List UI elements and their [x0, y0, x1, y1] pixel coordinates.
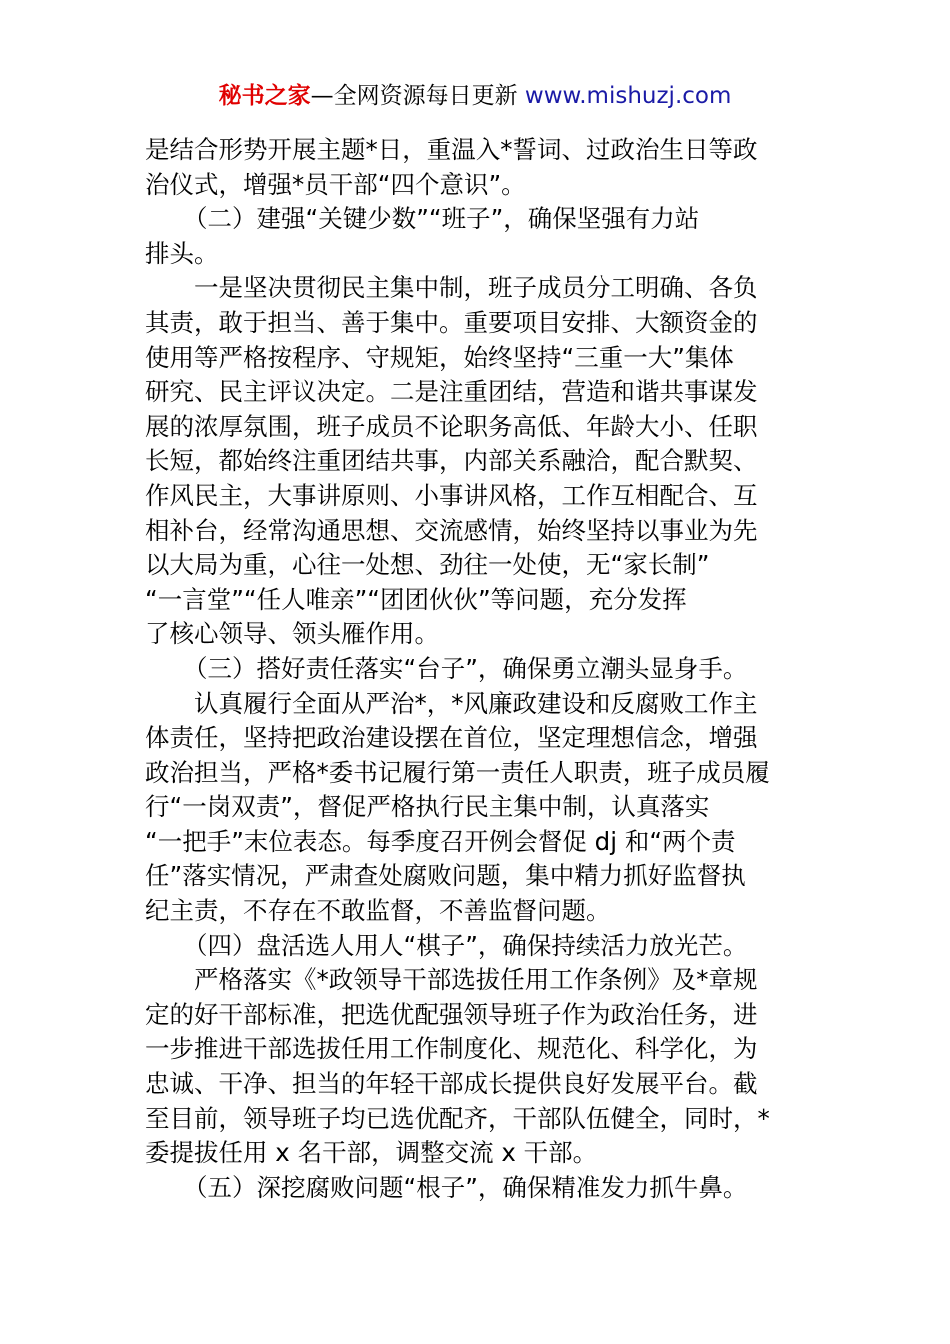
- text-line: 相补台，经常沟通思想、交流感情，始终坚持以事业为先: [145, 515, 758, 545]
- site-tagline: —全网资源每日更新: [310, 83, 518, 109]
- text-line: 体责任，坚持把政治建设摆在首位，坚定理想信念，增强: [145, 723, 758, 753]
- text-line: 使用等严格按程序、守规矩，始终坚持“三重一大”集体: [145, 342, 734, 372]
- site-url: www.mishuzj.com: [524, 83, 732, 109]
- text-line: “一言堂”“任人唯亲”“团团伙伙”等问题，充分发挥: [145, 584, 687, 614]
- text-line: 作风民主，大事讲原则、小事讲风格，工作互相配合、互: [145, 480, 758, 510]
- text-line: 一步推进干部选拔任用工作制度化、规范化、科学化，为: [145, 1034, 758, 1064]
- site-header: [0, 80, 950, 112]
- text-line: 定的好干部标准，把选优配强领导班子作为政治任务，进: [145, 999, 758, 1029]
- text-line: 排头。: [145, 238, 219, 268]
- text-line: 一是坚决贯彻民主集中制，班子成员分工明确、各负: [194, 273, 758, 303]
- site-brand: 秘书之家: [218, 83, 311, 109]
- text-line: 其责，敢于担当、善于集中。重要项目安排、大额资金的: [145, 307, 758, 337]
- text-line: 严格落实《*政领导干部选拔任用工作条例》及*章规: [194, 965, 758, 995]
- text-line: 以大局为重，心往一处想、劲往一处使，无“家长制”: [145, 550, 710, 580]
- section-heading: （二）建强“关键少数”“班子”，确保坚强有力站: [183, 204, 700, 234]
- text-line: 治仪式，增强*员干部“四个意识”。: [145, 169, 526, 199]
- text-line: 至目前，领导班子均已选优配齐，干部队伍健全，同时，*: [145, 1103, 770, 1133]
- document-body: [145, 133, 817, 1205]
- text-line: 是结合形势开展主题*日，重温入*誓词、过政治生日等政: [145, 135, 758, 164]
- text-line: 研究、民主评议决定。二是注重团结，营造和谐共事谋发: [145, 377, 758, 407]
- section-heading: （三）搭好责任落实“台子”，确保勇立潮头显身手。: [183, 653, 748, 683]
- text-line: 委提拔任用 x 名干部，调整交流 x 干部。: [145, 1138, 598, 1168]
- text-line: 了核心领导、领头雁作用。: [145, 619, 439, 649]
- text-line: 纪主责，不存在不敢监督，不善监督问题。: [145, 896, 611, 926]
- text-line: 认真履行全面从严治*，*风廉政建设和反腐败工作主: [194, 688, 758, 718]
- text-line: 展的浓厚氛围，班子成员不论职务高低、年龄大小、任职: [145, 411, 758, 441]
- text-line: 任”落实情况，严肃查处腐败问题，集中精力抓好监督执: [145, 861, 746, 891]
- text-line: 政治担当，严格*委书记履行第一责任人职责，班子成员履: [145, 757, 770, 787]
- text-line: 忠诚、干净、担当的年轻干部成长提供良好发展平台。截: [145, 1069, 758, 1099]
- text-line: 长短，都始终注重团结共事，内部关系融洽，配合默契、: [145, 446, 758, 476]
- text-line: “一把手”末位表态。每季度召开例会督促 dj 和“两个责: [145, 826, 736, 856]
- text-line: 行“一岗双责”，督促严格执行民主集中制，认真落实: [145, 792, 710, 822]
- section-heading: （四）盘活选人用人“棋子”，确保持续活力放光芒。: [183, 930, 748, 960]
- section-heading: （五）深挖腐败问题“根子”，确保精准发力抓牛鼻。: [183, 1172, 748, 1202]
